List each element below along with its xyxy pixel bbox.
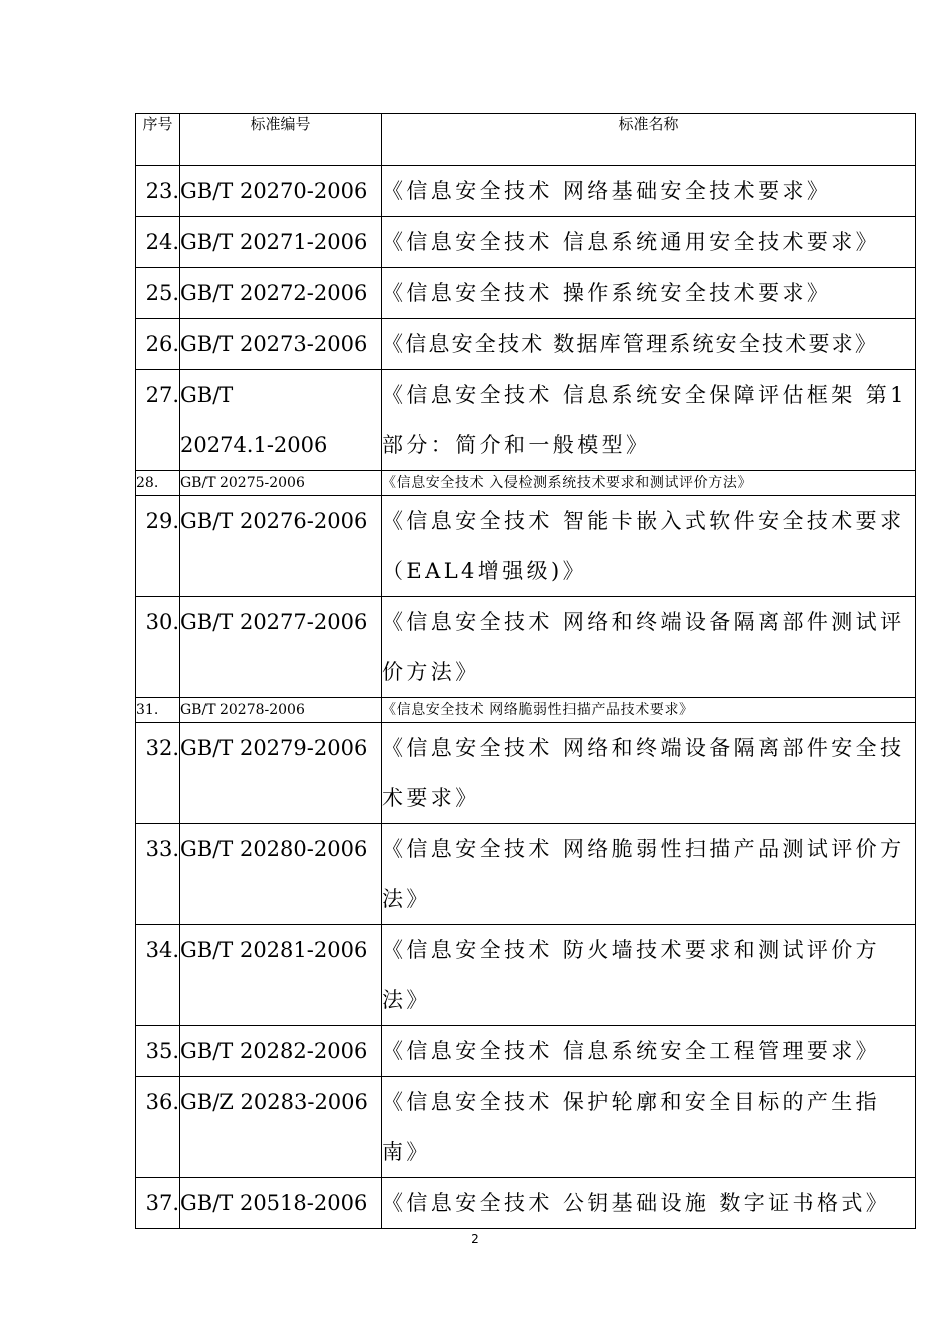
table-row bbox=[136, 268, 916, 319]
standard-code-line1: GB/T bbox=[180, 383, 234, 407]
standard-name: 《信息安全技术 公钥基础设施 数字证书格式》 bbox=[382, 1178, 916, 1229]
standard-name: 《信息安全技术 保护轮廓和安全目标的产生指南》 bbox=[382, 1077, 916, 1178]
table-row bbox=[136, 698, 916, 723]
table-row bbox=[136, 496, 916, 597]
header-seq: 序号 bbox=[136, 114, 180, 166]
standard-name: 《信息安全技术 信息系统通用安全技术要求》 bbox=[382, 217, 916, 268]
row-number: 30. bbox=[136, 597, 180, 698]
standard-name: 《信息安全技术 网络脆弱性扫描产品技术要求》 bbox=[382, 698, 916, 723]
row-number: 36. bbox=[136, 1077, 180, 1178]
row-number: 26. bbox=[136, 319, 180, 370]
row-number: 31. bbox=[136, 698, 180, 723]
table-row bbox=[136, 370, 916, 471]
row-number: 34. bbox=[136, 925, 180, 1026]
row-number: 29. bbox=[136, 496, 180, 597]
table-row bbox=[136, 1178, 916, 1229]
table-row bbox=[136, 471, 916, 496]
page-number: 2 bbox=[471, 1232, 479, 1246]
standard-name: 《信息安全技术 数据库管理系统安全技术要求》 bbox=[382, 319, 916, 370]
standards-table bbox=[135, 113, 916, 1229]
table-row bbox=[136, 1026, 916, 1077]
table-row bbox=[136, 723, 916, 824]
standard-code: GB/T 20281-2006 bbox=[180, 925, 382, 1026]
header-name: 标准名称 bbox=[382, 114, 916, 166]
standard-code-line2: 20274.1-2006 bbox=[180, 433, 328, 457]
row-number: 27. bbox=[136, 370, 180, 471]
standard-code: GB/T 20271-2006 bbox=[180, 217, 382, 268]
standard-name: 《信息安全技术 网络和终端设备隔离部件安全技术要求》 bbox=[382, 723, 916, 824]
standard-code: GB/T 20282-2006 bbox=[180, 1026, 382, 1077]
standard-name: 《信息安全技术 信息系统安全工程管理要求》 bbox=[382, 1026, 916, 1077]
standard-name: 《信息安全技术 操作系统安全技术要求》 bbox=[382, 268, 916, 319]
table-row bbox=[136, 925, 916, 1026]
standard-code: GB/Z 20283-2006 bbox=[180, 1077, 382, 1178]
row-number: 24. bbox=[136, 217, 180, 268]
row-number: 28. bbox=[136, 471, 180, 496]
table-row bbox=[136, 824, 916, 925]
table-row bbox=[136, 217, 916, 268]
standard-code: GB/T 20518-2006 bbox=[180, 1178, 382, 1229]
row-number: 35. bbox=[136, 1026, 180, 1077]
table-row bbox=[136, 1077, 916, 1178]
row-number: 32. bbox=[136, 723, 180, 824]
row-number: 37. bbox=[136, 1178, 180, 1229]
table-row bbox=[136, 166, 916, 217]
standard-name: 《信息安全技术 入侵检测系统技术要求和测试评价方法》 bbox=[382, 471, 916, 496]
row-number: 33. bbox=[136, 824, 180, 925]
standard-code: GB/T 20280-2006 bbox=[180, 824, 382, 925]
standard-code: GB/T 20276-2006 bbox=[180, 496, 382, 597]
standard-name: 《信息安全技术 信息系统安全保障评估框架 第1部分：简介和一般模型》 bbox=[382, 370, 916, 471]
standard-code: GB/T 20270-2006 bbox=[180, 166, 382, 217]
standard-name: 《信息安全技术 智能卡嵌入式软件安全技术要求（EAL4增强级)》 bbox=[382, 496, 916, 597]
header-code: 标准编号 bbox=[180, 114, 382, 166]
row-number: 25. bbox=[136, 268, 180, 319]
standard-code bbox=[180, 370, 382, 471]
standard-code: GB/T 20275-2006 bbox=[180, 471, 382, 496]
standard-code: GB/T 20277-2006 bbox=[180, 597, 382, 698]
standard-name: 《信息安全技术 防火墙技术要求和测试评价方法》 bbox=[382, 925, 916, 1026]
table-row bbox=[136, 597, 916, 698]
standard-name: 《信息安全技术 网络和终端设备隔离部件测试评价方法》 bbox=[382, 597, 916, 698]
table-header-row bbox=[136, 114, 916, 166]
table-row bbox=[136, 319, 916, 370]
standard-name: 《信息安全技术 网络基础安全技术要求》 bbox=[382, 166, 916, 217]
standard-code: GB/T 20272-2006 bbox=[180, 268, 382, 319]
standard-code: GB/T 20279-2006 bbox=[180, 723, 382, 824]
standard-code: GB/T 20273-2006 bbox=[180, 319, 382, 370]
standard-name: 《信息安全技术 网络脆弱性扫描产品测试评价方法》 bbox=[382, 824, 916, 925]
row-number: 23. bbox=[136, 166, 180, 217]
standard-code: GB/T 20278-2006 bbox=[180, 698, 382, 723]
